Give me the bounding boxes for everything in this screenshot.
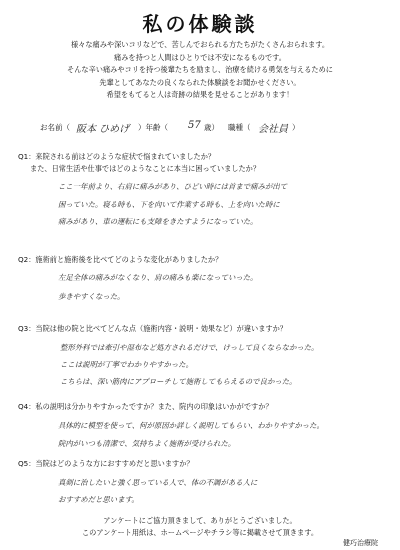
footer-line: このアンケート用紙は、ホームページやチラシ等に掲載させて頂きます。 (81, 528, 319, 537)
answer-5-line: おすすめだと思います。 (58, 495, 139, 504)
answer-1-line: ここ一年前より、右肩に痛みがあり、ひどい時には首まで痛みが出て (58, 182, 288, 191)
answer-3-line: ここは説明が丁寧でわかりやすかった。 (60, 360, 194, 369)
intro-line: 先輩としてあなたの良くなられた体験談をお聞かせください。 (99, 77, 301, 87)
footer-thanks (0, 515, 400, 539)
intro-line: 痛みを持つと人間はひとりでは不安になるものです。 (114, 52, 286, 62)
job-close: ） (292, 123, 300, 132)
question-2: Q2：施術前と施術後を比べてどのような変化がありましたか？ (18, 255, 223, 264)
answer-2-line: 歩きやすくなった。 (58, 292, 125, 301)
intro-line: 様々な痛みや深いコリなどで、苦しんでおられる方たちがたくさんおられます。 (70, 40, 330, 49)
answer-5-line: 真剣に治したいと強く思っている人で、体の不調がある人に (58, 478, 258, 487)
intro-line: 希望をもてると人は奇跡の結果を見せることがあります！ (106, 90, 294, 99)
page-title: 私の体験談 (142, 12, 258, 36)
footer-line: アンケートにご協力頂きまして、ありがとうございました。 (103, 516, 297, 525)
job-value: 会社員 (258, 124, 288, 135)
age-value: 57 (188, 120, 201, 131)
clinic-name: 健巧治療院 (343, 539, 378, 547)
question-1: Q1：来院される前はどのような症状で悩まれていましたか？ (18, 152, 216, 161)
answer-3-line: こちらは、深い筋肉にアプローチして施術してもらえるので良かった。 (60, 377, 297, 386)
answer-1-line: 痛みがあり、車の運転にも支障をきたすようになっていた。 (58, 217, 258, 226)
answer-3-line: 整形外科では牽引や湿布など処方されるだけで、けっして良くならなかった。 (60, 343, 319, 352)
answer-2-line: 左足全体の痛みがなくなり、肩の痛みも楽になっていった。 (58, 273, 258, 282)
name-label: お名前（ (40, 123, 70, 132)
intro-line: そんな辛い痛みやコリを持つ後輩たちを励まし、治療を続ける勇気を与えるために (67, 65, 333, 74)
age-unit: 歳） (204, 123, 219, 132)
answer-4-line: 院内がいつも清潔で、気持ちよく施術が受けられた。 (58, 439, 236, 448)
job-label: 職種（ (228, 123, 251, 132)
question-4: Q4：私の説明は分かりやすかったですか？また、院内の印象はいかがですか？ (18, 402, 273, 411)
answer-1-line: 困っていた。寝る時も、下を向いて作業する時も、上を向いた時に (58, 200, 280, 209)
question-1-sub: また、日常生活や仕事ではどのようなことに本当に困っていましたか？ (30, 164, 261, 173)
answer-4-line: 具体的に模型を使って、何が原因か詳しく説明してもらい、わかりやすかった。 (58, 421, 324, 430)
question-5: Q5：当院はどのような方におすすめだと思いますか？ (18, 459, 194, 468)
age-label: ）年齢（ (138, 123, 168, 132)
intro-text (20, 39, 380, 102)
name-value: 阪本 ひめげ (76, 124, 130, 135)
question-3: Q3：当院は他の院と比べてどんな点（施術内容・説明・効果など）が違いますか？ (18, 324, 287, 333)
